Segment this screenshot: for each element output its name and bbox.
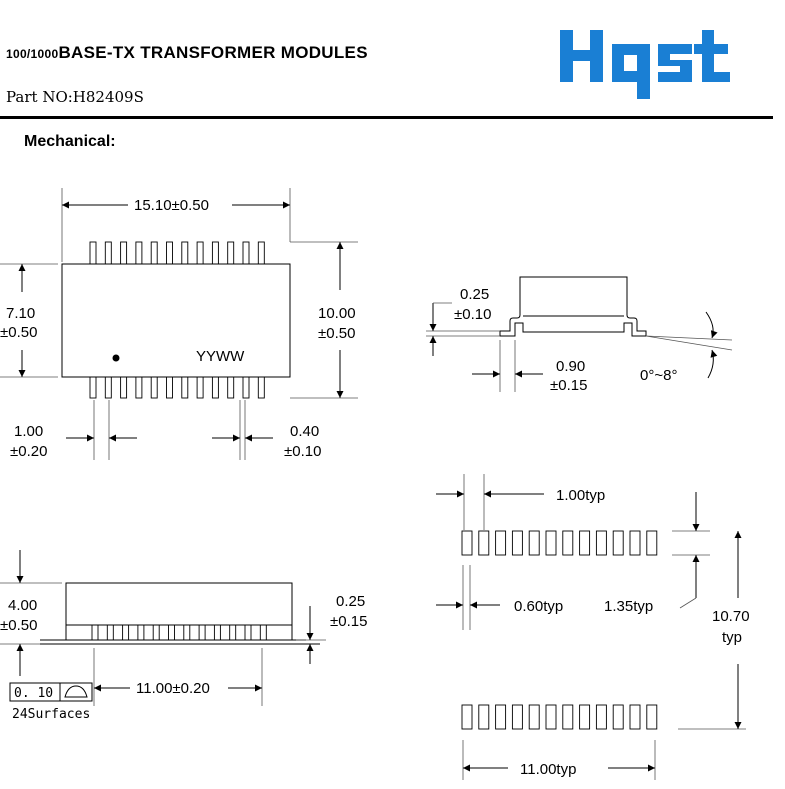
dim-standoff: 0.25: [336, 593, 366, 610]
pad: [496, 705, 506, 729]
pin: [214, 625, 220, 640]
pad: [580, 531, 590, 555]
part-number: Part NO:H82409S: [6, 88, 144, 106]
dim-foot-angle: 0°~8°: [640, 367, 678, 384]
pin: [212, 377, 218, 398]
pin: [243, 242, 249, 264]
pin: [243, 377, 249, 398]
dim-lead-thickness: 0.25: [460, 286, 490, 303]
dim-lead-span-tol: ±0.50: [318, 325, 356, 342]
pin: [184, 625, 190, 640]
pin: [90, 377, 96, 398]
dim-lead-width: 0.40: [290, 423, 320, 440]
pad: [613, 705, 623, 729]
dim-row-length: 11.00±0.20: [136, 680, 210, 697]
pin: [228, 377, 234, 398]
dim-pad-span-unit: typ: [722, 629, 743, 646]
pin: [153, 625, 159, 640]
dim-lead-span: 10.00: [318, 305, 356, 322]
pin: [92, 625, 98, 640]
dim-pad-length: 1.35typ: [604, 598, 654, 615]
dim-pad-row-length: 11.00typ: [520, 761, 577, 778]
pad: [630, 531, 640, 555]
pin: [167, 377, 173, 398]
coplanarity-value: 0. 10: [14, 686, 54, 701]
pin: [90, 242, 96, 264]
coplanarity-note: 24Surfaces: [12, 707, 91, 722]
side-profile-view: [426, 277, 732, 394]
pad: [496, 531, 506, 555]
dim-pitch: 1.00: [14, 423, 44, 440]
pin: [197, 377, 203, 398]
pin: [182, 377, 188, 398]
pad: [529, 531, 539, 555]
dim-height: 4.00: [8, 597, 38, 614]
dim-lead-width-tol: ±0.10: [284, 443, 322, 460]
marking-text: YYWW: [196, 348, 245, 365]
dim-standoff-tol: ±0.15: [330, 613, 368, 630]
pad: [512, 705, 522, 729]
dim-overall-width: 15.10±0.50: [134, 197, 209, 214]
pin: [105, 377, 111, 398]
pin: [199, 625, 205, 640]
pad: [546, 705, 556, 729]
pad: [596, 531, 606, 555]
pin: [167, 242, 173, 264]
pin1-dot: [113, 355, 120, 362]
pin: [123, 625, 129, 640]
pin: [136, 377, 142, 398]
pin: [245, 625, 251, 640]
pins-front-row: [92, 625, 266, 640]
top-view: [0, 188, 358, 460]
pads-bottom-row: [462, 705, 657, 729]
pin: [212, 242, 218, 264]
dim-pad-span: 10.70: [712, 608, 750, 625]
dim-pad-pitch: 1.00typ: [556, 487, 606, 504]
pin: [169, 625, 175, 640]
pad: [563, 705, 573, 729]
land-pattern-view: [436, 474, 750, 780]
pin: [197, 242, 203, 264]
pad: [647, 531, 657, 555]
pad: [479, 705, 489, 729]
pin: [258, 377, 264, 398]
pad: [630, 705, 640, 729]
pin: [258, 242, 264, 264]
package-body: [62, 264, 290, 377]
section-title: Mechanical:: [24, 133, 116, 150]
dim-body-width-tol: ±0.50: [0, 324, 38, 341]
pad: [462, 531, 472, 555]
pin: [228, 242, 234, 264]
dim-foot-length-tol: ±0.15: [550, 377, 588, 394]
front-view: [0, 550, 367, 722]
pad: [613, 531, 623, 555]
pad: [479, 531, 489, 555]
pin: [121, 377, 127, 398]
pin: [107, 625, 113, 640]
pad: [512, 531, 522, 555]
pad: [647, 705, 657, 729]
pin: [105, 242, 111, 264]
dim-pad-width: 0.60typ: [514, 598, 564, 615]
pad: [580, 705, 590, 729]
dim-pitch-tol: ±0.20: [10, 443, 48, 460]
pins-bottom-row: [90, 377, 264, 398]
title-main: BASE-TX TRANSFORMER MODULES: [58, 43, 368, 62]
pad: [529, 705, 539, 729]
pin: [260, 625, 266, 640]
pin: [121, 242, 127, 264]
pin: [230, 625, 236, 640]
pad: [546, 531, 556, 555]
pad: [563, 531, 573, 555]
pad: [462, 705, 472, 729]
pads-top-row: [462, 531, 657, 555]
profile-surface-icon: [65, 686, 87, 697]
pin: [138, 625, 144, 640]
pin: [182, 242, 188, 264]
title-prefix: 100/1000: [6, 47, 59, 61]
dim-foot-length: 0.90: [556, 358, 586, 375]
pad: [596, 705, 606, 729]
dim-body-width: 7.10: [6, 305, 36, 322]
dim-height-tol: ±0.50: [0, 617, 38, 634]
pin: [151, 242, 157, 264]
pins-top-row: [90, 242, 264, 264]
dim-lead-thickness-tol: ±0.10: [454, 306, 492, 323]
pin: [151, 377, 157, 398]
pin: [136, 242, 142, 264]
